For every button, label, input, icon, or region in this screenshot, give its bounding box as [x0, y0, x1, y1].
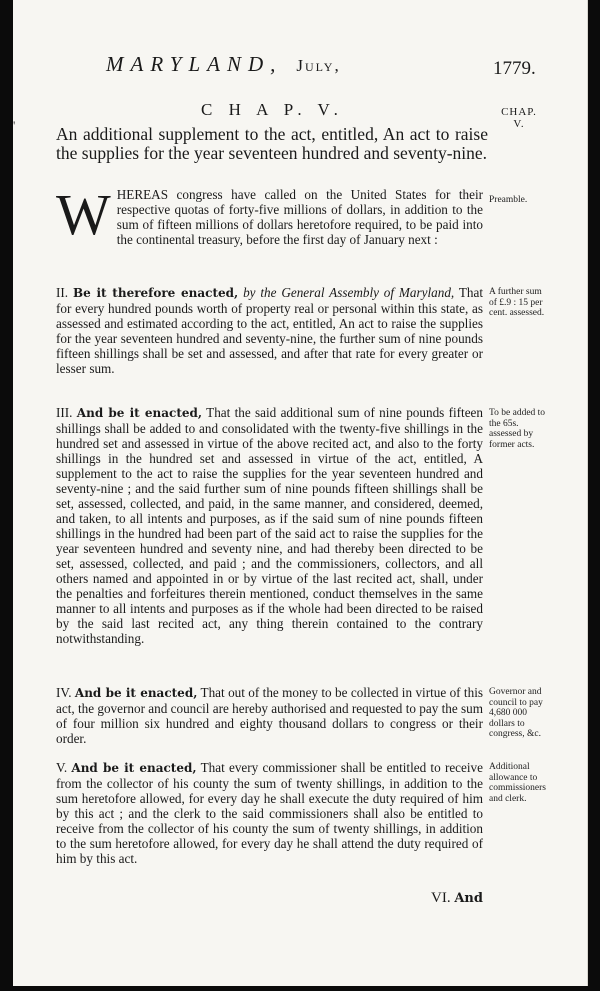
- header-state: MARYLAND,: [106, 52, 283, 76]
- section-v: [56, 760, 483, 866]
- catchword-word: And: [454, 891, 483, 906]
- margin-note-section-v: Additional allowance to commissioners and clerk.: [489, 762, 546, 804]
- section-iii: [56, 405, 483, 646]
- section-lead: And be it enacted,: [71, 761, 197, 775]
- document-page: [13, 0, 588, 986]
- section-number: III.: [56, 405, 73, 420]
- header-month: July,: [296, 56, 341, 75]
- margin-note-preamble: Preamble.: [489, 195, 528, 205]
- section-number: IV.: [56, 685, 72, 700]
- section-text: That every commissioner shall be entitled to receive from the collector of his county the sum of twenty shillings, in addition to the sum heretofore allowed, for every day he shall execute the duty required of him by this act ; and the clerk to the said commissioners shall also be entitled to receive from the collector of his county the sum of twenty shillings, in addition to the sum heretofore allowed, for every day he shall attend the duty required of him by this act.: [56, 760, 484, 866]
- act-title: An additional supplement to the act, entitled, An act to raise the supplies for the year seventeen hundred and seventy-nine.: [56, 124, 488, 163]
- section-number: II.: [56, 285, 69, 300]
- section-iv: [56, 685, 483, 746]
- catchword: [431, 890, 483, 907]
- section-text: That for every hundred pounds worth of property real or personal within this state, as assessed and estimated according to the act, entitled, An act to raise the supplies for the year seventeen hundred and seventy-nine, the further sum of nine pounds fifteen shillings shall be set and assessed, and after that rate for every greater or lesser sum.: [56, 285, 484, 376]
- chapter-side-label: CHAP. V.: [501, 106, 537, 130]
- section-lead: And be it enacted,: [76, 406, 203, 420]
- section-lead: And be it enacted,: [74, 686, 198, 700]
- header-year: 1779.: [493, 58, 536, 79]
- section-text: That the said additional sum of nine pounds fifteen shillings shall be added to and consolidated with the twenty-five shillings in the hundred set and assessed in virtue of the above recited act, and also to the forty shillings in the hundred set and assessed in virtue of the act, entitled, A supplement to the act to raise the supplies for the year seventeen hundred and seventy-nine ; and the said further sum of nine pounds fifteen shillings shall be set, assessed, collected, and paid, in the same manner, and considered, deemed, and taken, to all intents and purposes, as if the said sum of nine pounds fifteen shillings in the hundred had been part of the said act to raise the supplies for the year seventeen hundred and seventy nine, and had thereby been directed to be set, assessed, collected, and paid ; and the commissioners, collectors, and all others named and appointed in or by virtue of the last recited act, shall, under the penalties and forfeitures therein mentioned, conduct themselves in the same manner to all intents and purposes as if the whole had been directed to be raised by the said last recited act, any thing therein contained to the contrary notwithstanding.: [56, 405, 484, 646]
- margin-note-section-iii: To be added to the 65s. assessed by former acts.: [489, 408, 546, 450]
- margin-note-section-iv: Governor and council to pay 4,680 000 dollars to congress, &c.: [489, 687, 543, 739]
- dropcap-letter: W: [56, 182, 111, 247]
- chapter-heading: C H A P. V.: [201, 100, 344, 119]
- section-ii: [56, 285, 483, 376]
- running-header: [106, 52, 341, 77]
- section-authority: by the General Assembly of Maryland,: [243, 285, 455, 300]
- section-lead: Be it therefore enacted,: [72, 286, 239, 300]
- section-text: That out of the money to be collected in virtue of this act, the governor and council are hereby authorised and requested to pay the sum of four million six hundred and eighty thousand dollars to congress or their order.: [56, 685, 483, 746]
- binding-mark: ': [13, 118, 16, 133]
- catchword-number: VI.: [431, 890, 451, 906]
- preamble-text: HEREAS congress have called on the United States for their respective quotas of forty-five millions of dollars, in addition to the sum of fifteen millions of dollars heretofore required, to be paid into the continental treasury, before the first day of January next :: [116, 187, 483, 247]
- margin-note-section-ii: A further sum of £.9 : 15 per cent. assessed.: [489, 287, 545, 318]
- section-number: V.: [56, 760, 68, 775]
- preamble-paragraph: [56, 182, 483, 247]
